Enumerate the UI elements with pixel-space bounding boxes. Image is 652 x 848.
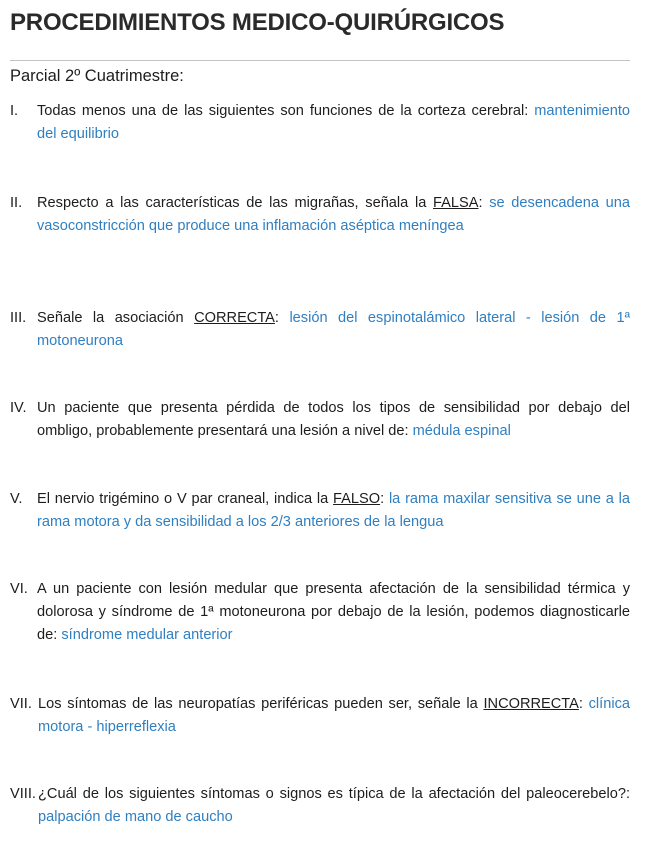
question-body <box>38 693 630 739</box>
question-item <box>10 783 630 829</box>
question-body <box>37 307 630 353</box>
question-text-suffix: : <box>274 310 279 326</box>
question-number: II. <box>10 195 23 211</box>
question-number: III. <box>10 310 27 326</box>
question-number: VI. <box>10 581 28 597</box>
question-body <box>37 100 630 146</box>
question-emphasis: INCORRECTA <box>483 696 579 712</box>
question-body <box>37 397 630 443</box>
question-text: Los síntomas de las neuropatías periféricas pueden ser, señale la <box>38 696 484 712</box>
question-answer: síndrome medular anterior <box>61 627 233 643</box>
question-item <box>10 192 630 238</box>
question-answer: mantenimiento del equilibrio <box>37 103 630 142</box>
question-number: IV. <box>10 400 27 416</box>
question-text: ¿Cuál de los siguientes síntomas o signos es típica de la afectación del paleocerebelo?: <box>38 786 630 802</box>
question-emphasis: FALSA <box>433 195 479 211</box>
question-body <box>37 488 630 534</box>
question-number: VII. <box>10 696 32 712</box>
question-item <box>10 397 630 443</box>
question-emphasis: CORRECTA <box>194 310 275 326</box>
question-text: Respecto a las características de las migrañas, señala la <box>37 195 434 211</box>
question-item <box>10 693 630 739</box>
question-text: El nervio trigémino o V par craneal, indica la <box>37 491 334 507</box>
question-number: V. <box>10 491 23 507</box>
question-text: Señale la asociación <box>37 310 195 326</box>
question-answer: clínica motora - hiperreflexia <box>38 696 630 735</box>
question-answer: la rama maxilar sensitiva se une a la rama motora y da sensibilidad a los 2/3 anteriores de la lengua <box>37 491 630 530</box>
question-body <box>37 578 630 647</box>
question-number: I. <box>10 103 19 119</box>
question-text-suffix: : <box>380 491 385 507</box>
question-text-suffix: : <box>478 195 483 211</box>
question-answer: se desencadena una vasoconstricción que produce una inflamación aséptica meníngea <box>37 195 630 234</box>
question-item <box>10 578 630 647</box>
question-answer: médula espinal <box>412 423 511 439</box>
question-item <box>10 100 630 146</box>
question-answer: palpación de mano de caucho <box>38 809 233 825</box>
question-body <box>37 192 630 238</box>
title-divider <box>10 60 630 61</box>
document-subtitle: Parcial 2º Cuatrimestre: <box>10 67 184 85</box>
question-number: VIII. <box>10 786 36 802</box>
question-item <box>10 488 630 534</box>
question-item <box>10 307 630 353</box>
document-title: PROCEDIMIENTOS MEDICO-QUIRÚRGICOS <box>10 9 505 36</box>
question-body <box>38 783 630 829</box>
question-text-suffix: : <box>578 696 583 712</box>
question-emphasis: FALSO <box>333 491 381 507</box>
question-answer: lesión del espinotalámico lateral - lesión de 1ª motoneurona <box>37 310 631 349</box>
question-text: Un paciente que presenta pérdida de todos los tipos de sensibilidad por debajo del ombligo, probablemente presentará una lesión a nivel de: <box>37 400 630 439</box>
question-text: A un paciente con lesión medular que presenta afectación de la sensibilidad térmica y dolorosa y síndrome de 1ª motoneurona por debajo de la lesión, podemos diagnosticarle de: <box>37 581 630 643</box>
question-text: Todas menos una de las siguientes son funciones de la corteza cerebral: <box>37 103 529 119</box>
